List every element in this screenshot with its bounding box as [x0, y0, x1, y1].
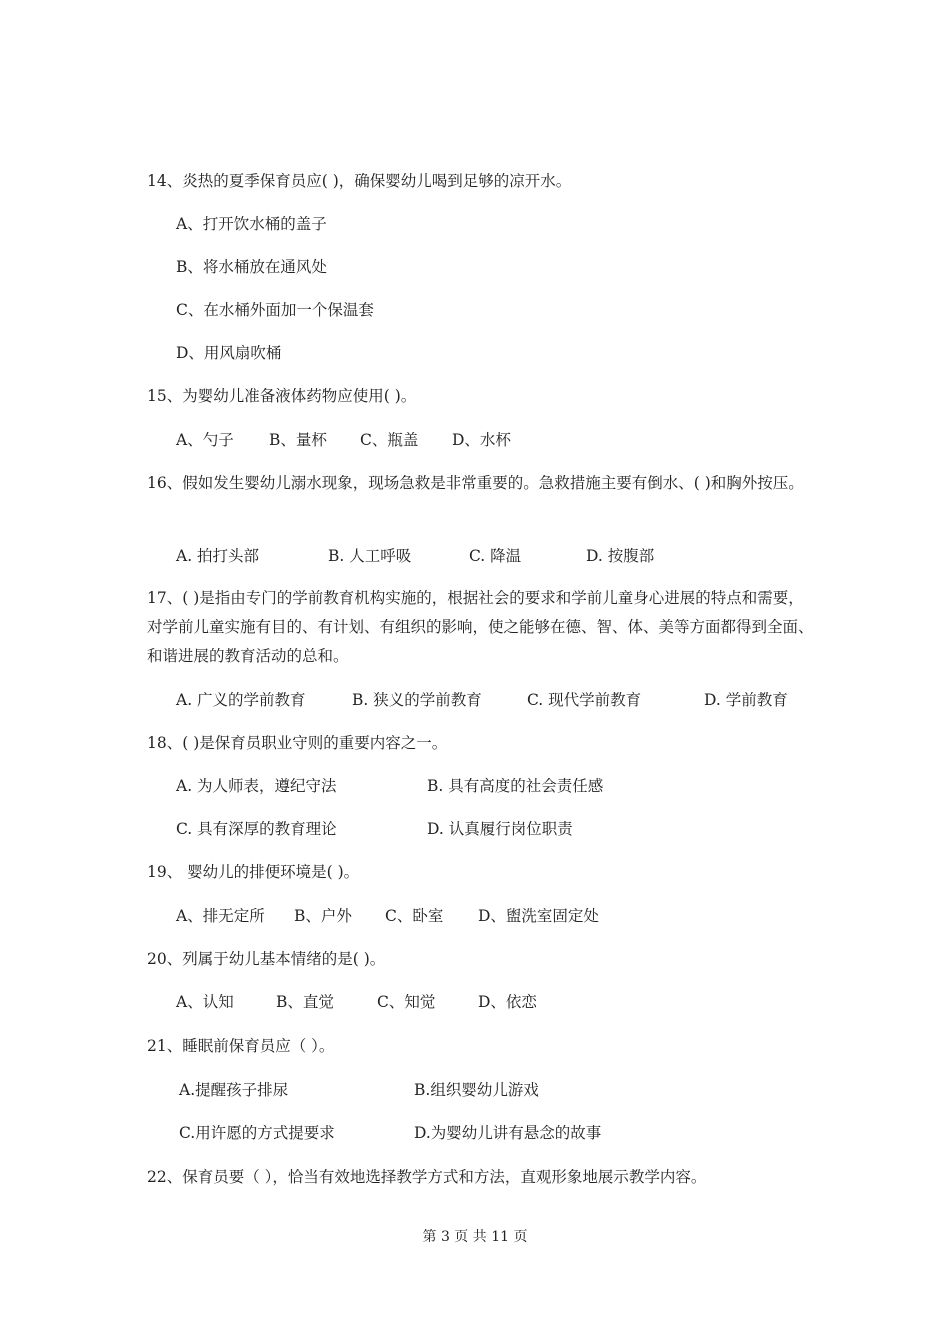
question-21-option-a: A.提醒孩子排尿 [179, 1081, 289, 1099]
question-17-stem: 17、( )是指由专门的学前教育机构实施的，根据社会的要求和学前儿童身心进展的特点和需要，对学前儿童实施有目的、有计划、有组织的影响，使之能够在德、智、体、美等方面都得到全面、和谐进展的教育活动的总和。 [147, 589, 814, 665]
question-16-option-b: B. 人工呼吸 [328, 547, 412, 565]
question-15-stem: 15、为婴幼儿准备液体药物应使用( )。 [147, 387, 417, 405]
question-19-option-b: B、户外 [294, 907, 352, 925]
question-21-option-c: C.用许愿的方式提要求 [179, 1124, 335, 1142]
question-21-option-d: D.为婴幼儿讲有悬念的故事 [414, 1124, 602, 1142]
question-19-options [176, 905, 646, 927]
question-17-option-c: C. 现代学前教育 [527, 691, 642, 709]
question-19-option-d: D、盥洗室固定处 [478, 907, 599, 925]
question-15-option-d: D、水杯 [452, 431, 511, 449]
question-16-options [176, 545, 696, 567]
question-16-option-c: C. 降温 [469, 547, 522, 565]
question-14-option-b: B、将水桶放在通风处 [176, 258, 327, 276]
question-15-option-b: B、量杯 [269, 431, 327, 449]
question-18-stem: 18、( )是保育员职业守则的重要内容之一。 [147, 734, 448, 752]
question-18-options-row-1 [176, 775, 656, 797]
question-14-stem: 14、炎热的夏季保育员应( )，确保婴幼儿喝到足够的凉开水。 [147, 172, 572, 190]
question-20-option-d: D、依恋 [478, 993, 537, 1011]
question-16-stem: 16、假如发生婴幼儿溺水现象，现场急救是非常重要的。急救措施主要有倒水、( )和胸外按压。 [147, 474, 804, 492]
question-15-options [176, 429, 576, 451]
question-16-option-d: D. 按腹部 [586, 547, 655, 565]
question-19-option-a: A、排无定所 [176, 907, 265, 925]
question-20-options [176, 991, 576, 1013]
question-14-option-c: C、在水桶外面加一个保温套 [176, 301, 374, 319]
question-17-option-b: B. 狭义的学前教育 [352, 691, 482, 709]
question-20-option-b: B、直觉 [276, 993, 334, 1011]
question-14-option-a: A、打开饮水桶的盖子 [176, 215, 327, 233]
question-16-option-a: A. 拍打头部 [176, 547, 260, 565]
question-20-option-c: C、知觉 [377, 993, 436, 1011]
question-17-option-a: A. 广义的学前教育 [176, 691, 306, 709]
question-20-option-a: A、认知 [176, 993, 234, 1011]
question-22-stem: 22、保育员要（ ），恰当有效地选择教学方式和方法，直观形象地展示教学内容。 [147, 1168, 707, 1186]
question-19-option-c: C、卧室 [385, 907, 444, 925]
question-14-option-d: D、用风扇吹桶 [176, 344, 282, 362]
question-20-stem: 20、列属于幼儿基本情绪的是( )。 [147, 950, 386, 968]
question-15-option-c: C、瓶盖 [360, 431, 419, 449]
question-21-stem: 21、睡眠前保育员应（ ）。 [147, 1037, 335, 1055]
question-21-options-row-1 [176, 1079, 656, 1101]
question-17-options [176, 689, 816, 711]
question-18-option-a: A. 为人师表，遵纪守法 [176, 777, 337, 795]
page-footer: 第 3 页 共 11 页 [422, 1229, 528, 1245]
question-18-option-d: D. 认真履行岗位职责 [427, 820, 573, 838]
question-18-options-row-2 [176, 818, 656, 840]
question-19-stem: 19、 婴幼儿的排便环境是( )。 [147, 863, 360, 881]
question-17-option-d: D. 学前教育 [704, 691, 788, 709]
question-18-option-c: C. 具有深厚的教育理论 [176, 820, 337, 838]
question-18-option-b: B. 具有高度的社会责任感 [427, 777, 604, 795]
question-21-options-row-2 [176, 1122, 656, 1144]
question-15-option-a: A、勺子 [176, 431, 234, 449]
question-21-option-b: B.组织婴幼儿游戏 [414, 1081, 539, 1099]
